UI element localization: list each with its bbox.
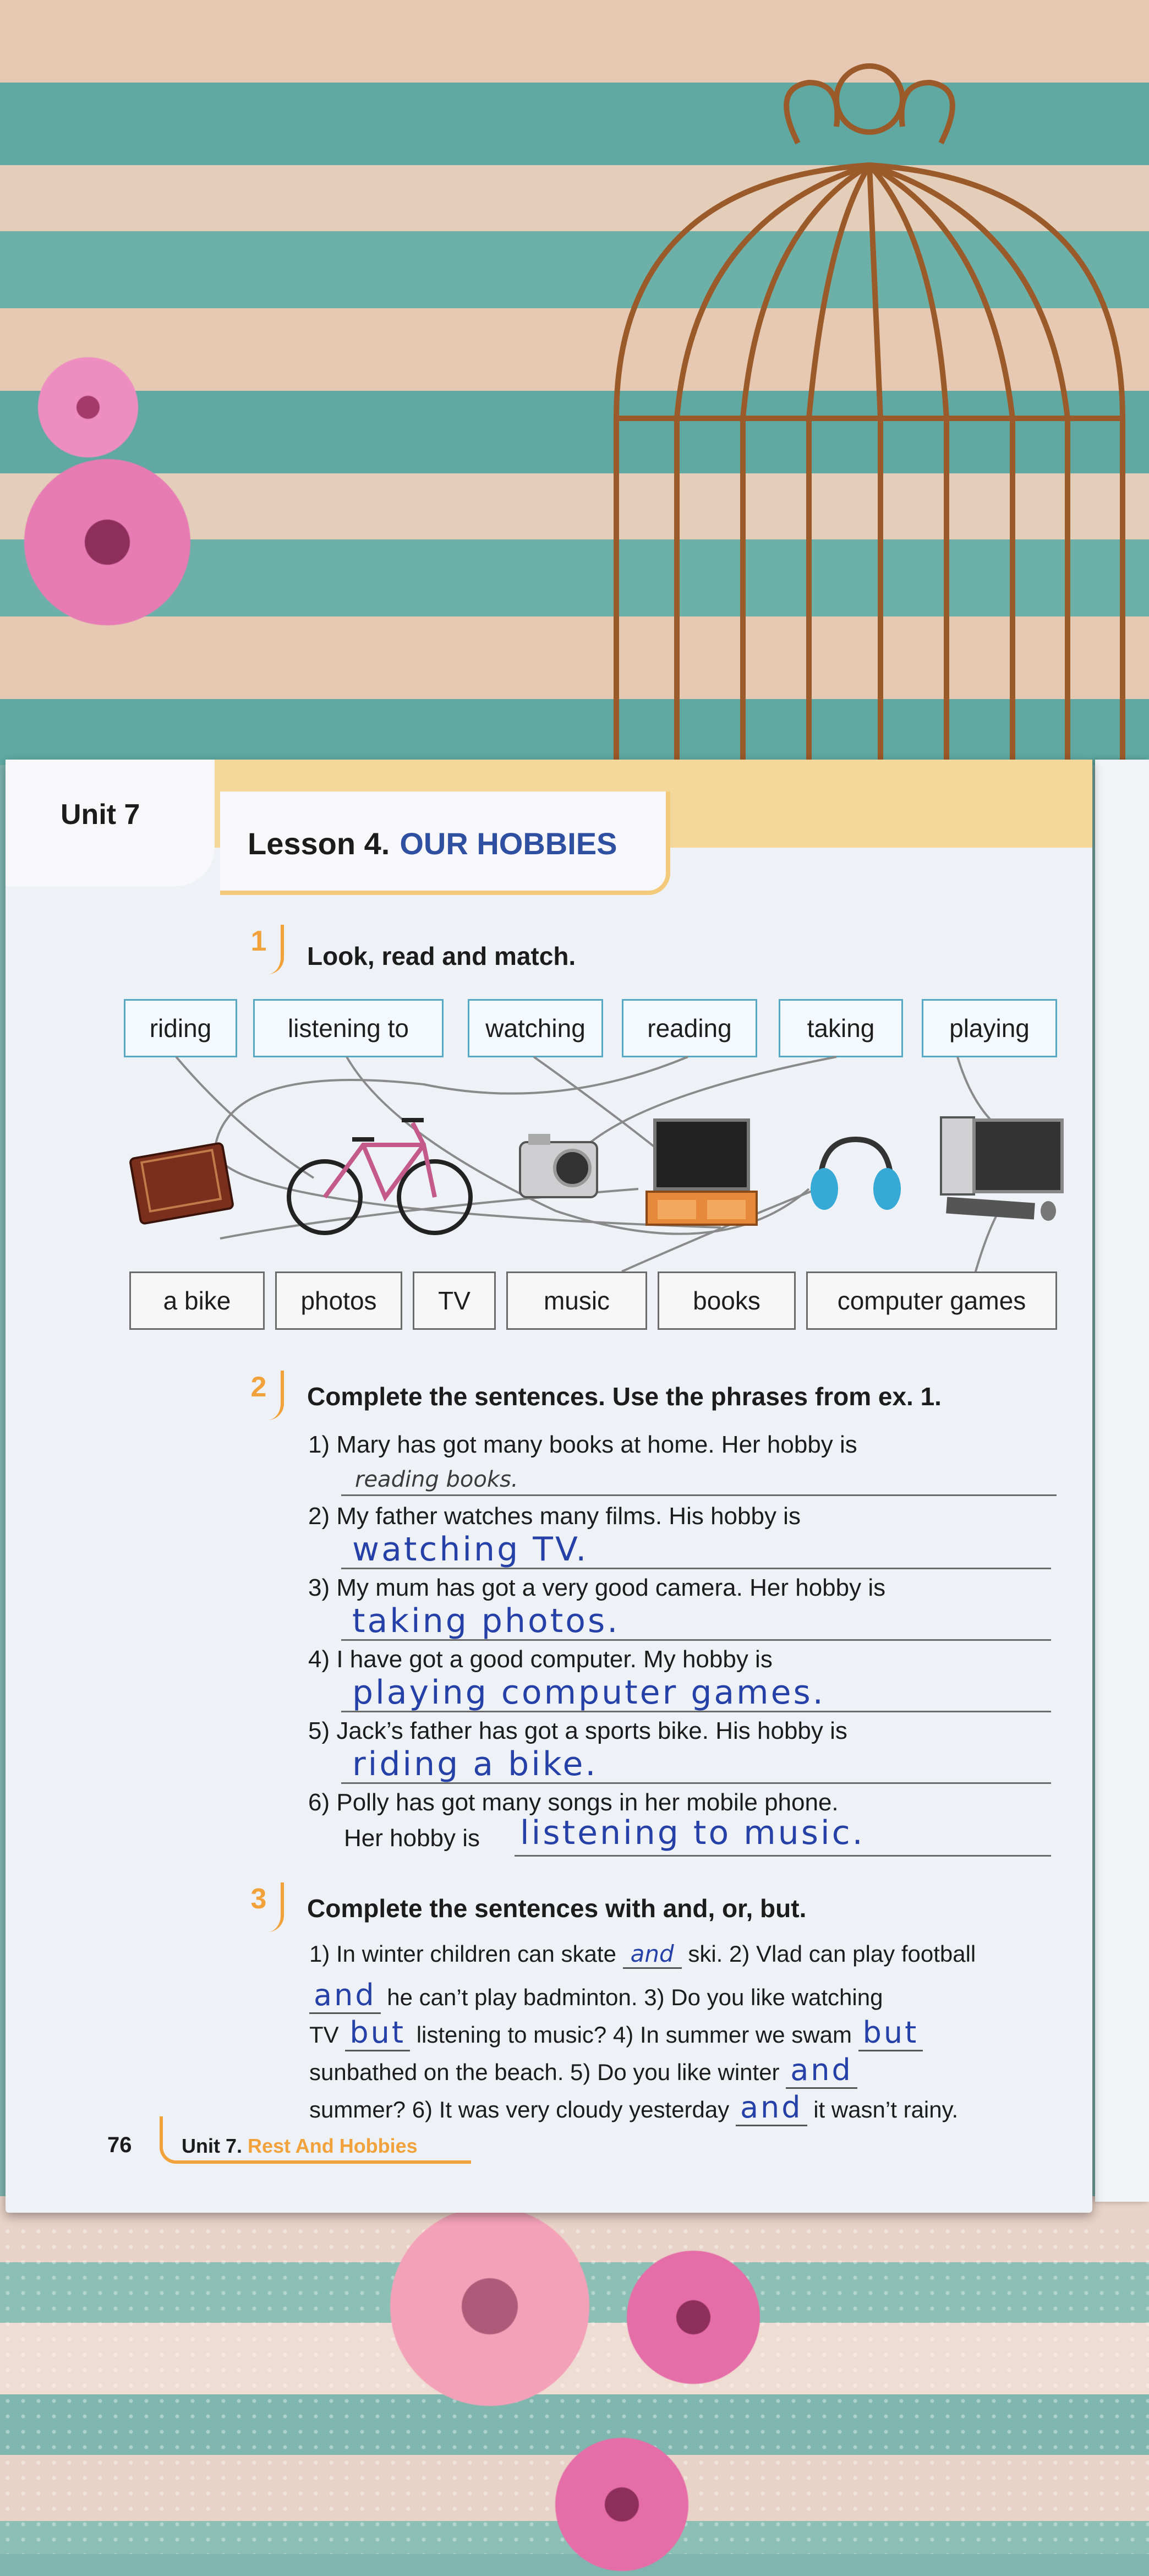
ex3-line-5-start: summer? 6) It was very cloudy yesterday — [309, 2097, 730, 2122]
lesson-topic: OUR HOBBIES — [400, 826, 617, 861]
ex3-line-2-end: he can’t play badminton. 3) Do you like watching — [387, 1984, 883, 2010]
unit-label: Unit 7 — [61, 799, 140, 831]
birdcage-decoration — [0, 0, 1149, 765]
exercise-1-title: Look, read and match. — [307, 942, 576, 970]
page-number: 76 — [107, 2133, 132, 2157]
ex2-sentence-3: 3) My mum has got a very good camera. Her hobby is — [308, 1574, 886, 1601]
next-page-edge — [1095, 760, 1149, 2202]
ex3-line-4 — [309, 2053, 857, 2087]
headphones-icon — [811, 1139, 901, 1210]
book-icon — [130, 1143, 233, 1224]
ex2-answer-4[interactable]: playing computer games. — [352, 1673, 825, 1712]
answer-line-2 — [341, 1568, 1051, 1569]
ex2-sentence-6-cont: Her hobby is — [344, 1825, 480, 1852]
word-card-a-bike[interactable]: a bike — [129, 1271, 265, 1330]
word-card-computer-games[interactable]: computer games — [806, 1271, 1057, 1330]
answer-line-1 — [341, 1494, 1057, 1496]
ex2-answer-6[interactable]: listening to music. — [520, 1814, 865, 1852]
pink-flower-decoration — [622, 2246, 765, 2389]
ex2-answer-1[interactable]: reading books. — [355, 1467, 518, 1492]
ex2-sentence-2: 2) My father watches many films. His hobby is — [308, 1503, 801, 1530]
ex3-line-3-end: listening to music? 4) In summer we swam — [416, 2022, 852, 2048]
ex3-gap-4[interactable]: but — [858, 2015, 923, 2051]
footer-topic: Rest And Hobbies — [248, 2135, 418, 2157]
ex3-line-3-start: TV — [309, 2022, 339, 2048]
word-card-tv[interactable]: TV — [413, 1271, 496, 1330]
camera-icon — [520, 1134, 597, 1197]
exercise-3-number: 3 — [237, 1882, 284, 1932]
ex3-line-4-start: sunbathed on the beach. 5) Do you like winter — [309, 2059, 780, 2085]
word-card-playing[interactable]: playing — [922, 999, 1057, 1057]
answer-line-3 — [341, 1639, 1051, 1641]
unit-tab — [6, 760, 215, 886]
word-card-books[interactable]: books — [658, 1271, 796, 1330]
textbook-page — [6, 760, 1092, 2213]
bicycle-icon — [289, 1120, 470, 1233]
lesson-title — [248, 826, 617, 861]
ex2-answer-5[interactable]: riding a bike. — [352, 1745, 598, 1783]
tv-icon — [647, 1120, 757, 1225]
ex3-line-2 — [309, 1978, 883, 2012]
ex2-sentence-6: 6) Polly has got many songs in her mobile phone. — [308, 1789, 839, 1816]
word-card-photos[interactable]: photos — [275, 1271, 402, 1330]
answer-line-5 — [341, 1782, 1051, 1784]
answer-line-4 — [341, 1711, 1051, 1712]
ex2-sentence-5: 5) Jack’s father has got a sports bike. His hobby is — [308, 1717, 847, 1744]
ex2-answer-3[interactable]: taking photos. — [352, 1602, 620, 1640]
lesson-label: Lesson 4. — [248, 826, 390, 861]
ex2-sentence-1: 1) Mary has got many books at home. Her hobby is — [308, 1431, 857, 1458]
pink-flower-decoration — [33, 352, 143, 462]
ex3-line-1-start: 1) In winter children can skate — [309, 1941, 616, 1967]
exercise-2-number: 2 — [237, 1371, 284, 1420]
footer-unit-title — [182, 2135, 418, 2158]
ex3-gap-6[interactable]: and — [736, 2090, 807, 2126]
computer-icon — [941, 1117, 1062, 1221]
pink-flower-decoration — [550, 2433, 693, 2576]
word-card-taking[interactable]: taking — [779, 999, 903, 1057]
ex3-gap-3[interactable]: but — [345, 2015, 410, 2051]
rose-decoration — [385, 2202, 594, 2411]
ex3-line-1-end: ski. 2) Vlad can play football — [688, 1941, 976, 1967]
ex3-line-5-end: it wasn’t rainy. — [813, 2097, 959, 2122]
word-card-music[interactable]: music — [506, 1271, 647, 1330]
pink-flower-decoration — [17, 451, 198, 633]
word-card-reading[interactable]: reading — [622, 999, 757, 1057]
footer-unit: Unit 7. — [182, 2135, 243, 2157]
word-card-riding[interactable]: riding — [124, 999, 237, 1057]
ex3-gap-1[interactable]: and — [623, 1940, 682, 1969]
ex2-answer-2[interactable]: watching TV. — [352, 1530, 589, 1569]
ex3-line-1 — [309, 1940, 976, 1967]
answer-line-6 — [515, 1855, 1051, 1857]
word-card-listening-to[interactable]: listening to — [253, 999, 444, 1057]
ex3-line-3 — [309, 2015, 923, 2050]
exercise-1-number: 1 — [237, 925, 284, 974]
ex3-gap-2[interactable]: and — [309, 1978, 381, 2014]
ex2-sentence-4: 4) I have got a good computer. My hobby is — [308, 1646, 773, 1673]
word-card-watching[interactable]: watching — [468, 999, 603, 1057]
ex3-gap-5[interactable]: and — [786, 2053, 857, 2089]
exercise-3-title: Complete the sentences with and, or, but. — [307, 1894, 807, 1923]
exercise-2-title: Complete the sentences. Use the phrases from ex. 1. — [307, 1382, 942, 1411]
